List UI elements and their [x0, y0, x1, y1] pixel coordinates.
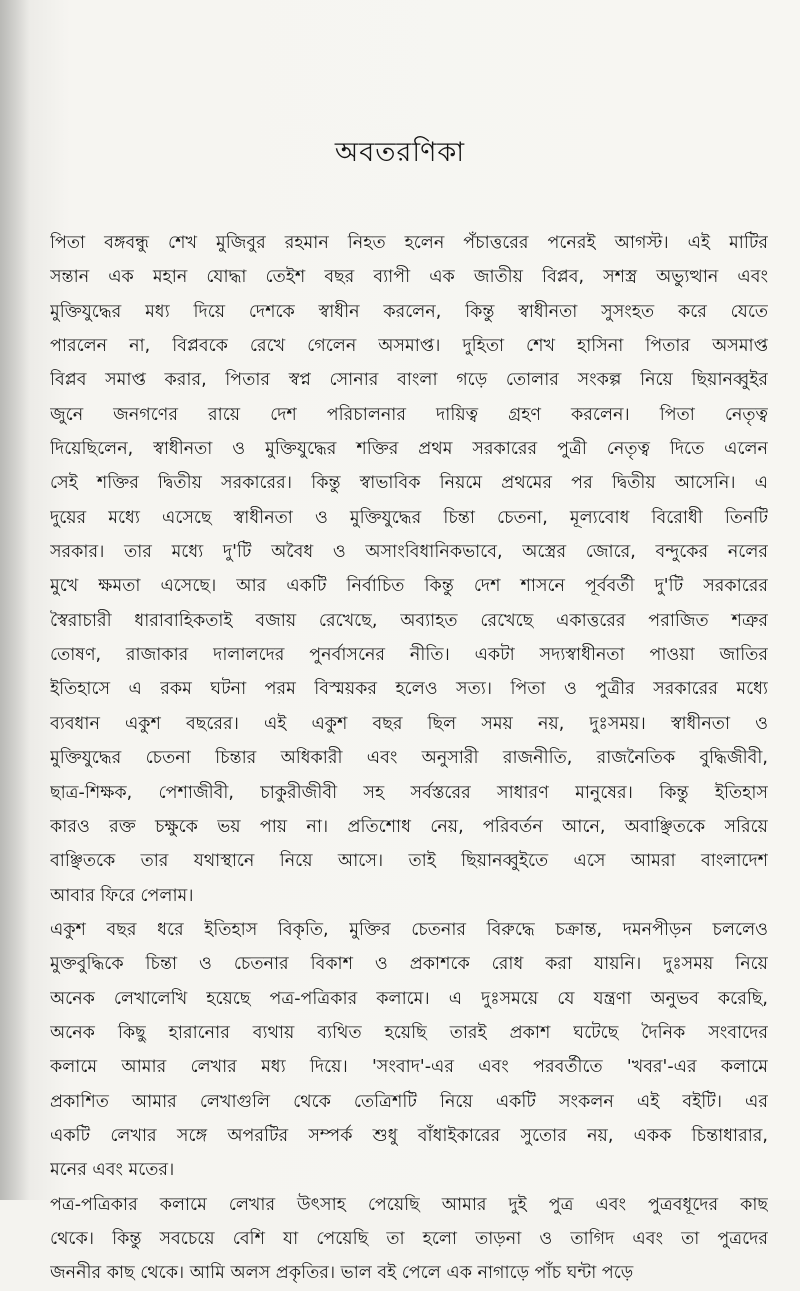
text-line: কলামে আমার লেখার মধ্য দিয়ে। 'সংবাদ'-এর এবং পরবর্তীতে 'খবর'-এর কলামে [50, 1057, 768, 1078]
text-line: বিপ্লব সমাপ্ত করার, পিতার স্বপ্ন সোনার বাংলা গড়ে তোলার সংকল্প নিয়ে ছিয়ানব্বুইর [50, 370, 768, 391]
text-line: কারও রক্ত চক্ষুকে ভয় পায় না। প্রতিশোধ নেয়, পরিবর্তন আনে, অবাঞ্ছিতকে সরিয়ে [50, 816, 768, 837]
text-line: বাঞ্ছিতকে তার যথাস্থানে নিয়ে আসে। তাই ছিয়ানব্বুইতে এসে আমরা বাংলাদেশ [50, 851, 768, 872]
paragraph [50, 1188, 768, 1291]
text-line: পত্র-পত্রিকার কলামে লেখার উৎসাহ পেয়েছি আমার দুই পুত্র এবং পুত্রবধূদের কাছ [50, 1194, 768, 1215]
text-line: আবার ফিরে পেলাম। [50, 885, 194, 906]
text-line: একটি লেখার সঙ্গে অপরটির সম্পর্ক শুধু বাঁধাইকারের সুতোর নয়, একক চিন্তাধারার, [50, 1125, 768, 1146]
text-line: ছাত্র-শিক্ষক, পেশাজীবী, চাকুরীজীবী সহ সর্বস্তরের সাধারণ মানুষের। কিন্তু ইতিহাস [50, 782, 768, 803]
paragraph [50, 226, 768, 913]
text-line: মুক্তিযুদ্ধের চেতনা চিন্তার অধিকারী এবং অনুসারী রাজনীতি, রাজনৈতিক বুদ্ধিজীবী, [50, 748, 768, 769]
text-line: মনের এবং মতের। [50, 1160, 175, 1181]
text-line: সেই শক্তির দ্বিতীয় সরকারের। কিন্তু স্বাভাবিক নিয়মে প্রথমের পর দ্বিতীয় আসেনি। এ [50, 473, 768, 494]
text-line: তোষণ, রাজাকার দালালদের পুনর্বাসনের নীতি। একটা সদ্যস্বাধীনতা পাওয়া জাতির [50, 645, 768, 666]
text-line: দিয়েছিলেন, স্বাধীনতা ও মুক্তিযুদ্ধের শক্তির প্রথম সরকারের পুত্রী নেতৃত্ব দিতে এলেন [50, 439, 768, 460]
text-line: ইতিহাসে এ রকম ঘটনা পরম বিস্ময়কর হলেও সত্য। পিতা ও পুত্রীর সরকারের মধ্যে [50, 679, 768, 700]
text-line: মুক্তিযুদ্ধের মধ্য দিয়ে দেশকে স্বাধীন করলেন, কিন্তু স্বাধীনতা সুসংহত করে যেতে [50, 301, 768, 322]
text-line: মুক্তবুদ্ধিকে চিন্তা ও চেতনার বিকাশ ও প্রকাশকে রোধ করা যায়নি। দুঃসময় নিয়ে [50, 954, 768, 975]
text-line: মুখে ক্ষমতা এসেছে। আর একটি নির্বাচিত কিন্তু দেশ শাসনে পূর্ববর্তী দু'টি সরকারের [50, 576, 768, 597]
paragraph [50, 913, 768, 1188]
text-line: জননীর কাছ থেকে। আমি অলস প্রকৃতির। ভাল বই পেলে এক নাগাড়ে পাঁচ ঘন্টা পড়ে [50, 1263, 634, 1284]
text-line: ব্যবধান একুশ বছরের। এই একুশ বছর ছিল সময় নয়, দুঃসময়। স্বাধীনতা ও [50, 713, 768, 734]
page-title: অবতরণিকা [334, 137, 466, 168]
binding-shadow [0, 0, 30, 1200]
text-line: প্রকাশিত আমার লেখাগুলি থেকে তেত্রিশটি নিয়ে একটি সংকলন এই বইটি। এর [50, 1091, 768, 1112]
text-line: পিতা বঙ্গবন্ধু শেখ মুজিবুর রহমান নিহত হলেন পঁচাত্তরের পনেরই আগস্ট। এই মাটির [50, 233, 768, 253]
text-line: থেকে। কিন্তু সবচেয়ে বেশি যা পেয়েছি তা হলো তাড়না ও তাগিদ এবং তা পুত্রদের [50, 1228, 768, 1249]
text-line: দুয়ের মধ্যে এসেছে স্বাধীনতা ও মুক্তিযুদ্ধের চিন্তা চেতনা, মূল্যবোধ বিরোধী তিনটি [50, 507, 768, 528]
text-line: সন্তান এক মহান যোদ্ধা তেইশ বছর ব্যাপী এক জাতীয় বিপ্লব, সশস্ত্র অভ্যুত্থান এবং [50, 267, 768, 288]
text-line: সরকার। তার মধ্যে দু'টি অবৈধ ও অসাংবিধানিকভাবে, অস্ত্রের জোরে, বন্দুকের নলের [50, 542, 768, 563]
text-line: একুশ বছর ধরে ইতিহাস বিকৃতি, মুক্তির চেতনার বিরুদ্ধে চক্রান্ত, দমনপীড়ন চললেও [50, 919, 768, 940]
text-line: পারলেন না, বিপ্লবকে রেখে গেলেন অসমাপ্ত। দুহিতা শেখ হাসিনা পিতার অসমাপ্ত [50, 336, 768, 357]
text-line: জুনে জনগণের রায়ে দেশ পরিচালনার দায়িত্ব গ্রহণ করলেন। পিতা নেতৃত্ব [50, 404, 768, 425]
body-text [50, 226, 768, 1291]
text-line: স্বৈরাচারী ধারাবাহিকতাই বজায় রেখেছে, অব্যাহত রেখেছে একাত্তরের পরাজিত শত্রুর [50, 610, 768, 631]
text-line: অনেক কিছু হারানোর ব্যথায় ব্যথিত হয়েছি তারই প্রকাশ ঘটেছে দৈনিক সংবাদের [50, 1022, 768, 1043]
text-line: অনেক লেখালেখি হয়েছে পত্র-পত্রিকার কলামে। এ দুঃসময়ে যে যন্ত্রণা অনুভব করেছি, [50, 988, 768, 1009]
